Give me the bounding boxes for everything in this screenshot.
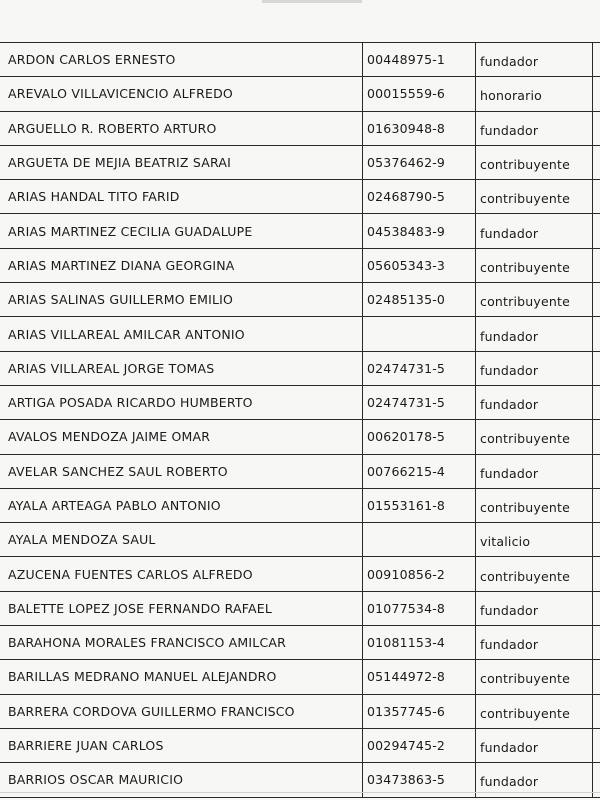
member-category: vitalicio [476,523,593,557]
member-id: 01077534-8 [363,591,476,625]
table-row [0,180,600,214]
table-row [0,626,600,660]
member-name: ARIAS MARTINEZ CECILIA GUADALUPE [0,214,363,248]
member-category: contribuyente [476,420,593,454]
member-id [363,523,476,557]
members-table [0,42,600,798]
table-row [0,351,600,385]
member-id: 00620178-5 [363,420,476,454]
empty-cell [593,77,600,111]
member-category: contribuyente [476,557,593,591]
member-name: BARRERA CORDOVA GUILLERMO FRANCISCO [0,694,363,728]
table-row [0,111,600,145]
member-id: 00294745-2 [363,728,476,762]
member-id: 05605343-3 [363,248,476,282]
table-row [0,317,600,351]
member-name: AZUCENA FUENTES CARLOS ALFREDO [0,557,363,591]
member-id: 01630948-8 [363,111,476,145]
empty-cell [593,145,600,179]
member-name: ARIAS SALINAS GUILLERMO EMILIO [0,283,363,317]
table-row [0,77,600,111]
member-category: fundador [476,111,593,145]
member-name: AREVALO VILLAVICENCIO ALFREDO [0,77,363,111]
member-category: contribuyente [476,248,593,282]
empty-cell [593,694,600,728]
empty-cell [593,626,600,660]
table-row [0,591,600,625]
member-id: 01553161-8 [363,488,476,522]
member-id: 02468790-5 [363,180,476,214]
member-category: fundador [476,351,593,385]
member-category: fundador [476,626,593,660]
member-id: 02474731-5 [363,351,476,385]
member-category: contribuyente [476,488,593,522]
member-category: fundador [476,728,593,762]
member-name: ARGUELLO R. ROBERTO ARTURO [0,111,363,145]
table-row [0,145,600,179]
member-id: 00766215-4 [363,454,476,488]
member-name: BALETTE LOPEZ JOSE FERNANDO RAFAEL [0,591,363,625]
member-id: 02474731-5 [363,385,476,419]
table-row [0,660,600,694]
page-bottom-edge [0,792,600,793]
table-row [0,488,600,522]
member-id: 00910856-2 [363,557,476,591]
member-name: AVALOS MENDOZA JAIME OMAR [0,420,363,454]
empty-cell [593,214,600,248]
member-name: BARRIOS OSCAR MAURICIO [0,763,363,797]
member-category: contribuyente [476,694,593,728]
table-row [0,420,600,454]
member-id: 00448975-1 [363,43,476,77]
member-id: 01081153-4 [363,626,476,660]
member-name: AVELAR SANCHEZ SAUL ROBERTO [0,454,363,488]
member-category: fundador [476,214,593,248]
empty-cell [593,454,600,488]
empty-cell [593,660,600,694]
empty-cell [593,317,600,351]
empty-cell [593,488,600,522]
table-row [0,248,600,282]
table-row [0,214,600,248]
empty-cell [593,351,600,385]
member-id: 03473863-5 [363,763,476,797]
member-category: fundador [476,317,593,351]
member-id: 00015559-6 [363,77,476,111]
member-category: fundador [476,763,593,797]
member-name: ARIAS MARTINEZ DIANA GEORGINA [0,248,363,282]
table-row [0,557,600,591]
empty-cell [593,248,600,282]
table-row [0,694,600,728]
member-name: ARIAS VILLAREAL JORGE TOMAS [0,351,363,385]
empty-cell [593,557,600,591]
table-row [0,385,600,419]
member-id: 05144972-8 [363,660,476,694]
empty-cell [593,385,600,419]
empty-cell [593,728,600,762]
member-category: contribuyente [476,660,593,694]
scan-smudge [262,0,362,3]
member-name: ARTIGA POSADA RICARDO HUMBERTO [0,385,363,419]
member-id: 02485135-0 [363,283,476,317]
table-row [0,728,600,762]
member-name: BARILLAS MEDRANO MANUEL ALEJANDRO [0,660,363,694]
empty-cell [593,523,600,557]
empty-cell [593,591,600,625]
member-id: 01357745-6 [363,694,476,728]
member-category: fundador [476,591,593,625]
member-name: ARGUETA DE MEJIA BEATRIZ SARAI [0,145,363,179]
member-category: contribuyente [476,283,593,317]
empty-cell [593,420,600,454]
table-row [0,523,600,557]
member-name: ARIAS VILLAREAL AMILCAR ANTONIO [0,317,363,351]
table-row [0,43,600,77]
table-row [0,283,600,317]
table-row [0,454,600,488]
member-name: ARIAS HANDAL TITO FARID [0,180,363,214]
member-id: 05376462-9 [363,145,476,179]
member-category: fundador [476,385,593,419]
member-name: AYALA MENDOZA SAUL [0,523,363,557]
member-name: AYALA ARTEAGA PABLO ANTONIO [0,488,363,522]
empty-cell [593,283,600,317]
member-category: contribuyente [476,145,593,179]
member-category: fundador [476,454,593,488]
member-category: honorario [476,77,593,111]
member-category: fundador [476,43,593,77]
member-name: BARRIERE JUAN CARLOS [0,728,363,762]
empty-cell [593,43,600,77]
empty-cell [593,180,600,214]
member-name: BARAHONA MORALES FRANCISCO AMILCAR [0,626,363,660]
member-name: ARDON CARLOS ERNESTO [0,43,363,77]
member-category: contribuyente [476,180,593,214]
empty-cell [593,111,600,145]
member-id [363,317,476,351]
member-id: 04538483-9 [363,214,476,248]
